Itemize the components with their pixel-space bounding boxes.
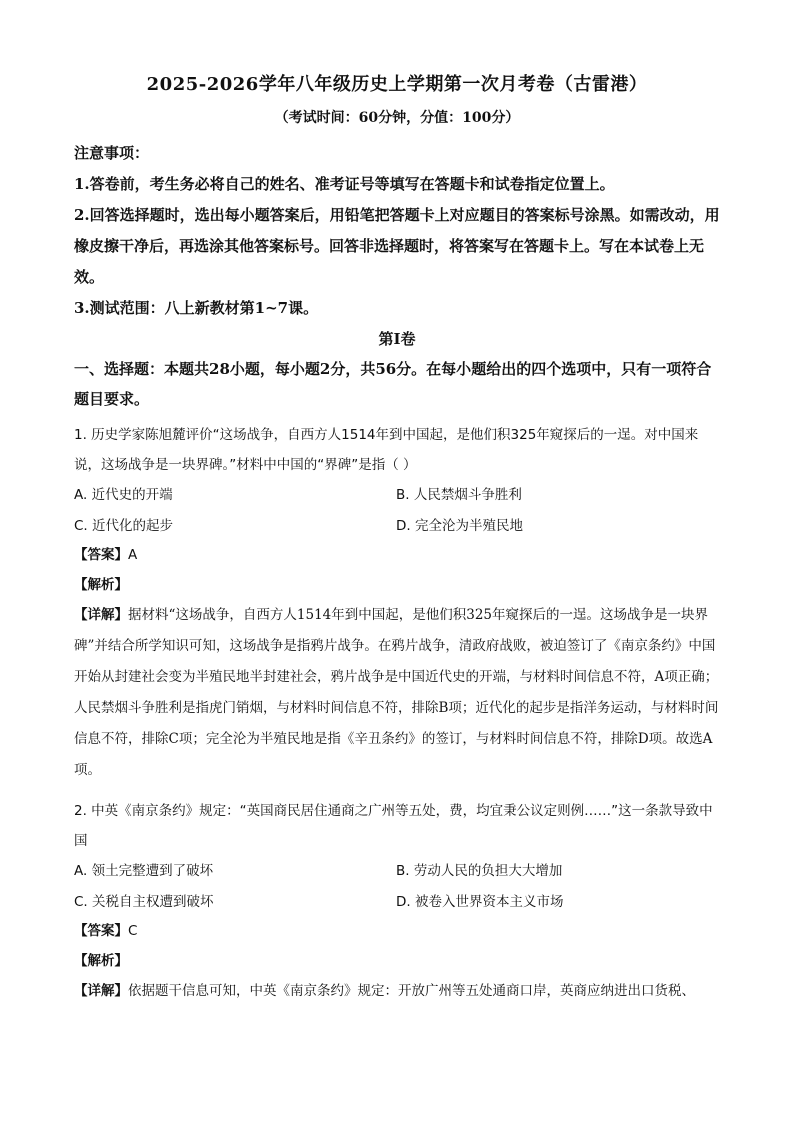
option-d: D. 被卷入世界资本主义市场	[396, 894, 564, 910]
answer-value: C	[128, 923, 138, 939]
option-c: C. 关税自主权遭到破坏	[74, 894, 214, 910]
option-b: B. 劳动人民的负担大大增加	[396, 863, 563, 879]
question-stem: 1. 历史学家陈旭麓评价“这场战争，自西方人1514年到中国起，是他们积325年窥探后的一逞。对中国来说，这场战争是一块界碑。”材料中中国的“界碑”是指（ ）	[74, 427, 699, 473]
detail-paragraph	[74, 976, 724, 1007]
detail-label: 【详解】	[74, 983, 128, 999]
analysis-label: 【解析】	[74, 953, 128, 969]
detail-text: 依据题干信息可知，中英《南京条约》规定：开放广州等五处通商口岸，英商应纳进出口货税、	[128, 983, 695, 999]
note-item: 1.答卷前，考生务必将自己的姓名、准考证号等填写在答题卡和试卷指定位置上。	[74, 175, 615, 193]
option-list	[74, 480, 724, 540]
option-b: B. 人民禁烟斗争胜利	[396, 487, 522, 503]
page-title: 2025-2026学年八年级历史上学期第一次月考卷（古雷港）	[146, 74, 648, 95]
section-heading: 一、选择题：本题共28小题，每小题2分，共56分。在每小题给出的四个选项中，只有一项符合题目要求。	[74, 360, 712, 408]
question-stem: 2. 中英《南京条约》规定：“英国商民居住通商之广州等五处，费，均宜秉公议定则例……”这一条款导致中国	[74, 803, 713, 849]
option-a: A. 近代史的开端	[74, 487, 173, 503]
exam-time-info: （考试时间：60分钟，分值：100分）	[274, 110, 520, 126]
answer-value: A	[128, 547, 138, 563]
volume-title: 第Ⅰ卷	[378, 330, 416, 348]
note-item: 2.回答选择题时，选出每小题答案后，用铅笔把答题卡上对应题目的答案标号涂黑。如需改动，用橡皮擦干净后，再选涂其他答案标号。回答非选择题时，将答案写在答题卡上。写在本试卷上无效。	[74, 206, 720, 286]
option-list	[74, 856, 724, 916]
option-c: C. 近代化的起步	[74, 518, 174, 534]
answer-line	[74, 540, 724, 570]
answer-line	[74, 916, 724, 946]
detail-label: 【详解】	[74, 607, 128, 623]
detail-text: 据材料“这场战争，自西方人1514年到中国起，是他们积325年窥探后的一逞。这场战争是一块界碑”并结合所学知识可知，这场战争是指鸦片战争。在鸦片战争，清政府战败，被迫签订了《南京条约》中国开始从封建社会变为半殖民地半封建社会，鸦片战争是中国近代史的开端，与材料时间信息不符，A项正确；人民禁烟斗争胜利是指虎门销烟，与材料时间信息不符，排除B项；近代化的起步是指洋务运动，与材料时间信息不符，排除C项；完全沦为半殖民地是指《辛丑条约》的签订，与材料时间信息不符，排除D项。故选A项。	[74, 607, 719, 778]
analysis-label: 【解析】	[74, 577, 128, 593]
question-1	[74, 420, 724, 786]
answer-label: 【答案】	[74, 547, 128, 563]
notes-heading: 注意事项：	[74, 144, 150, 162]
question-2	[74, 796, 724, 1007]
answer-label: 【答案】	[74, 923, 128, 939]
detail-paragraph	[74, 600, 724, 786]
option-a: A. 领土完整遭到了破坏	[74, 863, 214, 879]
note-item: 3.测试范围：八上新教材第1~7课。	[74, 299, 319, 317]
option-d: D. 完全沦为半殖民地	[396, 518, 523, 534]
notes-block	[74, 138, 724, 324]
